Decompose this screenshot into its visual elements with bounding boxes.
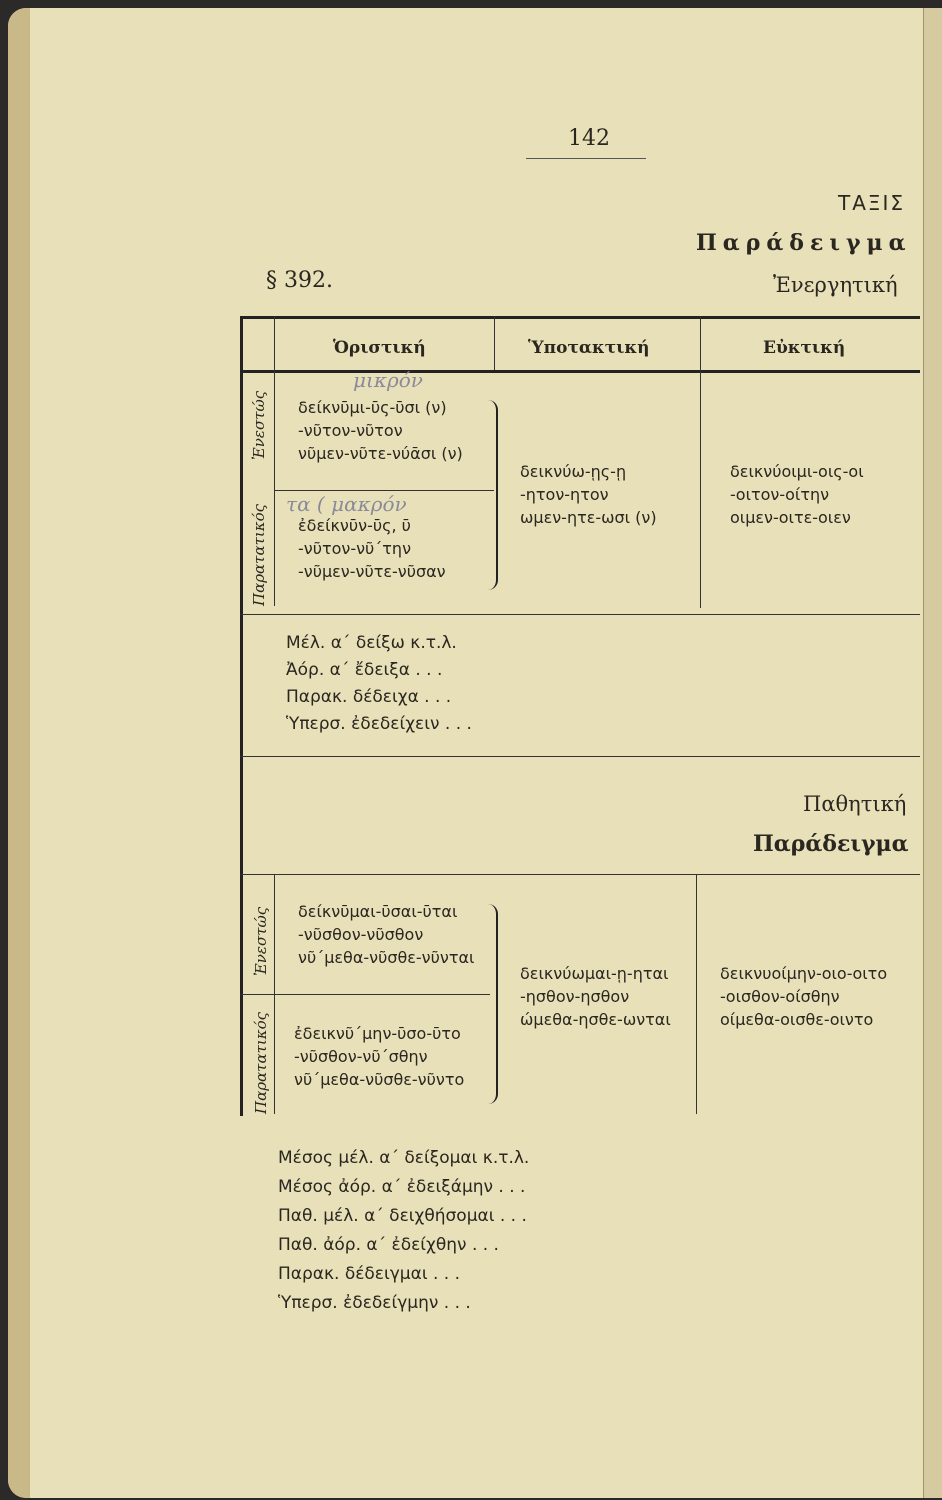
paradigm-heading-passive: Παράδειγμα <box>753 831 909 857</box>
voice-active-heading: Ἐνεργητική <box>773 273 898 297</box>
form-line: δεικνύω-ῃς-ῃ <box>520 462 627 481</box>
paradigm-heading: Παράδειγμα <box>696 230 912 256</box>
note-line: Μέλ. α΄ δείξω κ.τ.λ. <box>286 633 457 653</box>
form-line: -νῦτον-νῦτον <box>298 421 403 440</box>
form-line: -νῦτον-νῦ΄την <box>298 539 412 558</box>
section-number: § 392. <box>266 268 333 293</box>
note-line: Παθ. μέλ. α΄ δειχθήσομαι . . . <box>278 1206 527 1226</box>
table-top-rule <box>240 316 920 319</box>
form-line: ωμεν-ητε-ωσι (ν) <box>520 508 657 527</box>
note-line: Παθ. ἀόρ. α΄ ἐδείχθην . . . <box>278 1235 499 1255</box>
voice-passive-heading: Παθητική <box>803 792 907 816</box>
note-line: Παρακ. δέδειχα . . . <box>286 687 452 707</box>
header-subjunctive: Ὑποτακτική <box>528 338 650 358</box>
class-heading: ΤΑΞΙΣ <box>838 191 906 215</box>
form-line: νῦμεν-νῦτε-νύᾱσι (ν) <box>298 444 463 463</box>
form-line: νῦ΄μεθα-νῦσθε-νῦντο <box>294 1070 465 1089</box>
active-table-bottom-rule <box>240 614 920 615</box>
table-left-rule <box>240 316 243 1116</box>
form-line: -νῦσθον-νῦσθον <box>298 925 424 944</box>
form-line: οίμεθα-οισθε-οιντο <box>720 1010 874 1029</box>
note-line: Παρακ. δέδειγμαι . . . <box>278 1264 461 1284</box>
passive-table-top-rule <box>240 874 920 875</box>
passive-ind-present <box>298 900 474 969</box>
active-optative <box>730 460 864 529</box>
header-optative: Εὐκτική <box>763 338 846 358</box>
active-subjunctive <box>520 460 657 529</box>
form-line: ἐδεικνῦ΄μην-ῡσο-ῡτο <box>294 1024 461 1043</box>
book-page <box>8 8 942 1498</box>
brace-active <box>488 400 498 590</box>
form-line: δεικνυοίμην-οιο-οιτο <box>720 964 888 983</box>
active-notes <box>286 630 472 738</box>
label-column-rule <box>274 316 275 606</box>
note-line: Ὑπερσ. ἐδεδείχειν . . . <box>286 714 472 734</box>
label-imperfect-passive: Παρατατικός <box>252 1011 270 1114</box>
form-line: -οιτον-οίτην <box>730 485 830 504</box>
passive-divider <box>696 874 697 1114</box>
header-divider-1 <box>494 316 495 370</box>
separator-rule <box>240 756 920 757</box>
active-ind-imperfect <box>298 514 446 583</box>
form-line: ώμεθα-ησθε-ωνται <box>520 1010 671 1029</box>
form-line: νῦ΄μεθα-νῦσθε-νῦνται <box>298 948 475 967</box>
page-number-rule <box>526 158 646 159</box>
row-divider-active <box>274 490 494 491</box>
page-number: 142 <box>568 126 610 151</box>
form-line: -ητον-ητον <box>520 485 609 504</box>
passive-optative <box>720 962 887 1031</box>
form-line: δείκνῡμαι-ῡσαι-ῡται <box>298 902 458 921</box>
active-ind-present <box>298 396 463 465</box>
form-line: ἐδείκνῡν-ῡς, ῡ <box>298 516 411 535</box>
form-line: δεικνύοιμι-οις-οι <box>730 462 864 481</box>
row-divider-passive <box>240 994 490 995</box>
note-line: Μέσος ἀόρ. α΄ ἐδειξάμην . . . <box>278 1177 526 1197</box>
pencil-annotation-2: τα ( μακρόν <box>286 492 407 516</box>
form-line: -οισθον-οίσθην <box>720 987 840 1006</box>
header-divider-2 <box>700 316 701 608</box>
label-present-passive: Ἐνεστώς <box>252 906 270 976</box>
form-line: οιμεν-οιτε-οιεν <box>730 508 851 527</box>
form-line: -νῦμεν-νῦτε-νῦσαν <box>298 562 446 581</box>
page-edge-left <box>8 8 30 1498</box>
brace-passive <box>488 904 498 1104</box>
page-edge-right <box>923 8 942 1498</box>
note-line: Ἀόρ. α΄ ἔδειξα . . . <box>286 660 443 680</box>
passive-notes <box>278 1144 529 1318</box>
passive-ind-imperfect <box>294 1022 464 1091</box>
form-line: -ησθον-ησθον <box>520 987 630 1006</box>
form-line: δείκνῡμι-ῡς-ῡσι (ν) <box>298 398 447 417</box>
table-header-rule <box>240 370 920 373</box>
passive-subjunctive <box>520 962 671 1031</box>
note-line: Ὑπερσ. ἐδεδείγμην . . . <box>278 1293 471 1313</box>
header-indicative: Ὁριστική <box>333 338 426 358</box>
pencil-annotation-1: μικρόν <box>353 368 423 392</box>
note-line: Μέσος μέλ. α΄ δείξομαι κ.τ.λ. <box>278 1148 530 1168</box>
label-present-active: Ἐνεστώς <box>250 390 268 460</box>
form-line: -νῦσθον-νῦ΄σθην <box>294 1047 428 1066</box>
form-line: δεικνύωμαι-ῃ-ηται <box>520 964 669 983</box>
label-imperfect-active: Παρατατικός <box>250 503 268 606</box>
